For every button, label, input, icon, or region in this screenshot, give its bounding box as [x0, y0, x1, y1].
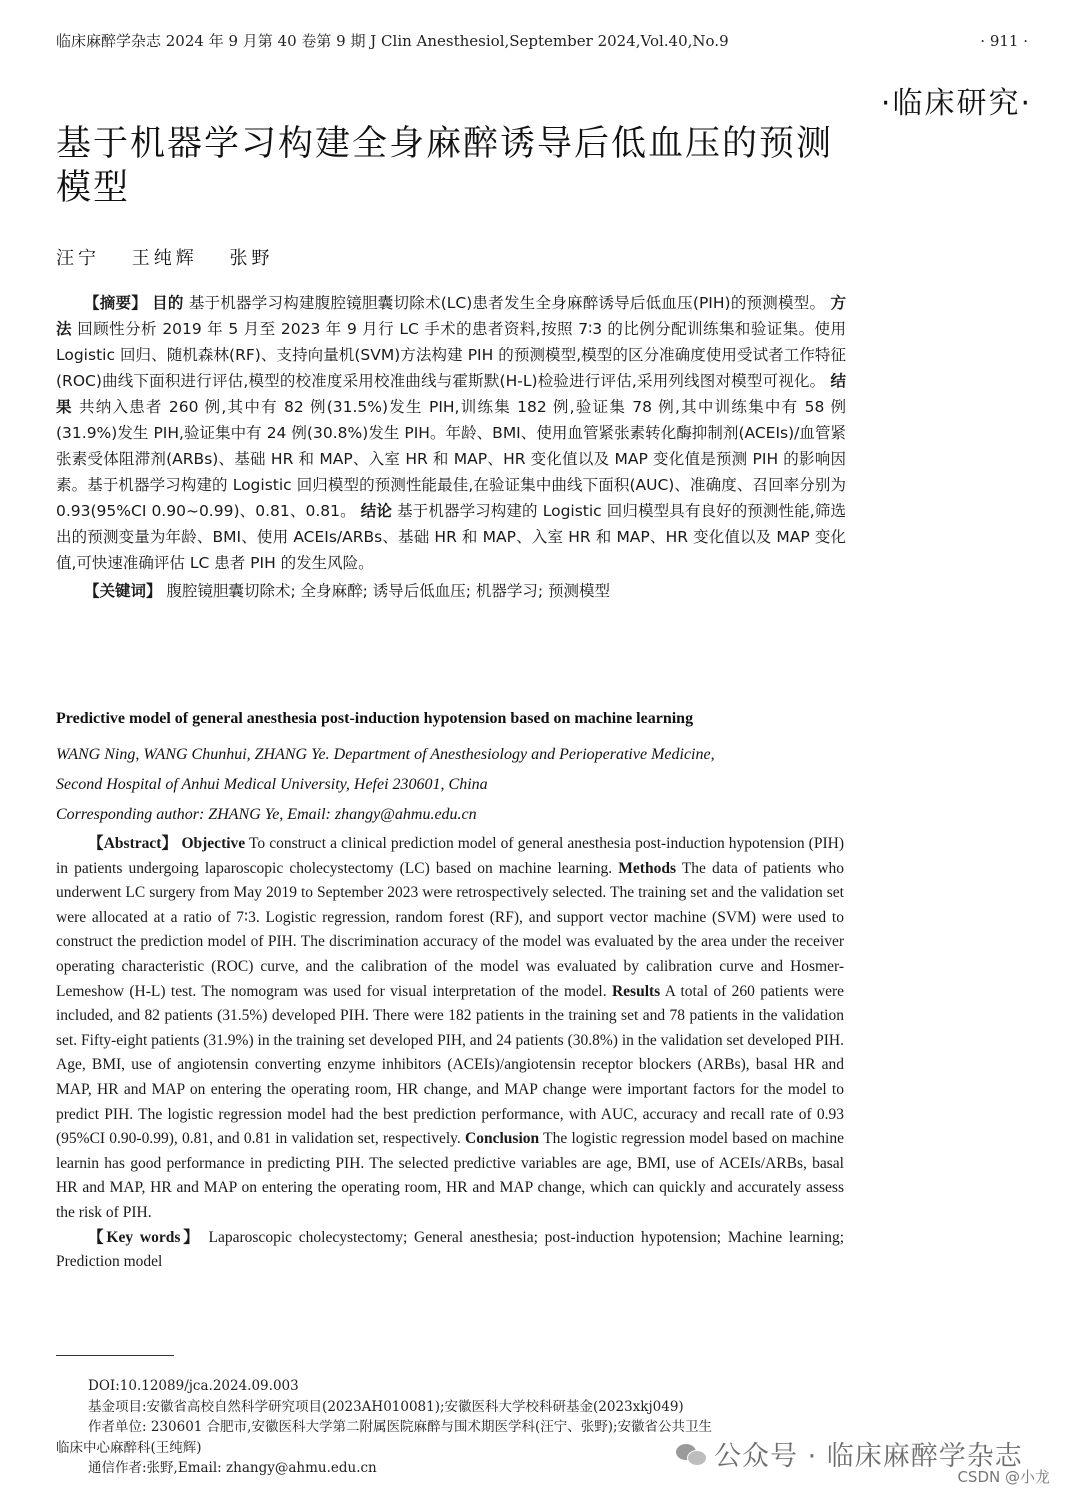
conclusion-en-text: The logistic regression model based on machine learnin has good performance in predicting PIH. The selected predictive variables are age, BMI, use of ACEIs/ARBs, basal HR and MAP, HR and MAP on entering the operating room, HR and MAP change, which can quickly and accurately assess the risk of PIH.: [56, 1130, 844, 1221]
corresponding-author-en: Corresponding author: ZHANG Ye, Email: zhangy@ahmu.edu.cn: [56, 806, 477, 823]
keywords-zh: [56, 578, 846, 604]
keywords-en: [56, 1226, 844, 1275]
methods-zh-text: 回顾性分析 2019 年 5 月至 2023 年 9 月行 LC 手术的患者资料,按照 7∶3 的比例分配训练集和验证集。使用 Logistic 回归、随机森林(RF)、支持向量机(SVM)方法构建 PIH 的预测模型,模型的区分准确度使用受试者工作特征(ROC)曲线下面积进行评估,模型的校准度采用校准曲线与霍斯默(H-L)检验进行评估,采用列线图对模型可视化。: [56, 320, 846, 390]
methods-zh-label: 方法: [56, 294, 846, 338]
wechat-icon: [676, 1442, 706, 1466]
abstract-zh: [56, 290, 846, 604]
abstract-zh-label: 【摘要】: [84, 294, 147, 312]
author-name: 王纯辉: [131, 248, 198, 269]
correspondence: 通信作者:张野,Email: zhangy@ahmu.edu.cn: [88, 1460, 377, 1476]
keywords-en-label: 【Key words】: [88, 1228, 202, 1246]
results-en-text: A total of 260 patients were included, and 82 patients (31.5%) developed PIH. There were 182 patients in the training set and 78 patients in the validation set. Fifty-eight patients (31.9%) in the training set developed PIH, and 24 patients (30.8%) in the validation set developed PIH. Age, BMI, use of angiotensin converting enzyme inhibitors (ACEIs)/angiotensin receptor blockers (ARBs), basal HR and MAP, HR and MAP on entering the operating room, HR change, and MAP change were important factors for the model to predict PIH. The logistic regression model had the best prediction performance, with AUC, accuracy and recall rate of 0.93 (95%CI 0.90-0.99), 0.81, and 0.81 in validation set, respectively.: [56, 982, 844, 1148]
abstract-zh-body: [56, 290, 846, 576]
authors-zh: [56, 244, 295, 270]
objective-en-text: To construct a clinical prediction model of general anesthesia post-induction hypotension (PIH) in patients undergoing laparoscopic cholecystectomy (LC) based on machine learning.: [56, 835, 844, 877]
title-line-1: 基于机器学习构建全身麻醉诱导后低血压的预测: [56, 124, 834, 164]
keywords-zh-text: 腹腔镜胆囊切除术; 全身麻醉; 诱导后低血压; 机器学习; 预测模型: [166, 582, 611, 600]
methods-en-label: Methods: [618, 859, 676, 877]
results-zh-text: 共纳入患者 260 例,其中有 82 例(31.5%)发生 PIH,训练集 182 例,验证集 78 例,其中训练集中有 58 例(31.9%)发生 PIH,验证集中有 24 例(30.8%)发生 PIH。年龄、BMI、使用血管紧张素转化酶抑制剂(ACEIs)/血管紧张素受体阻滞剂(ARBs)、基础 HR 和 MAP、入室 HR 和 MAP、HR 变化值以及 MAP 变化值是预测 PIH 的影响因素。基于机器学习构建的 Logistic 回归模型的预测性能最佳,在验证集中曲线下面积(AUC)、准确度、召回率分别为 0.93(95%CI 0.90~0.99)、0.81、0.81。: [56, 398, 846, 520]
keywords-zh-label: 【关键词】: [84, 582, 162, 600]
affiliation: 作者单位: 230601 合肥市,安徽医科大学第二附属医院麻醉与围术期医学科(汪宁、张野);安徽省公共卫生: [88, 1419, 713, 1435]
abstract-en: [56, 832, 844, 1275]
footnote-divider: [56, 1355, 174, 1356]
objective-zh-label: 目的: [152, 294, 184, 312]
csdn-watermark: CSDN @小龙: [957, 1468, 1050, 1486]
article-title-en: Predictive model of general anesthesia post-induction hypotension based on machine learning: [56, 710, 694, 727]
results-zh-label: 结果: [56, 372, 846, 416]
journal-citation: 临床麻醉学杂志 2024 年 9 月第 40 卷第 9 期 J Clin Anesthesiol,September 2024,Vol.40,No.9: [56, 32, 729, 50]
title-line-2: 模型: [56, 168, 131, 208]
authors-en-line-2: Second Hospital of Anhui Medical University, Hefei 230601, China: [56, 776, 488, 793]
abstract-en-label: 【Abstract】: [88, 835, 178, 852]
conclusion-en-label: Conclusion: [465, 1130, 540, 1148]
conclusion-zh-text: 基于机器学习构建的 Logistic 回归模型具有良好的预测性能,筛选出的预测变量为年龄、BMI、使用 ACEIs/ARBs、基础 HR 和 MAP、入室 HR 和 MAP、HR 变化值以及 MAP 变化值,可快速准确评估 LC 患者 PIH 的发生风险。: [56, 502, 846, 572]
affiliation-continued: 临床中心麻醉科(王纯辉): [56, 1439, 202, 1456]
objective-zh-text: 基于机器学习构建腹腔镜胆囊切除术(LC)患者发生全身麻醉诱导后低血压(PIH)的预测模型。: [188, 294, 826, 312]
keywords-en-text: Laparoscopic cholecystectomy; General anesthesia; post-induction hypotension; Machine learning; Prediction model: [56, 1228, 845, 1271]
authors-en-line-1: WANG Ning, WANG Chunhui, ZHANG Ye. Department of Anesthesiology and Perioperative Medicine,: [56, 746, 715, 763]
page-number: · 911 ·: [980, 32, 1028, 50]
abstract-en-body: [56, 832, 844, 1226]
conclusion-zh-label: 结论: [360, 502, 393, 520]
results-en-label: Results: [611, 982, 661, 1000]
section-label: ·临床研究·: [880, 86, 1032, 121]
article-title-zh: [56, 122, 866, 210]
objective-en-label: Objective: [181, 835, 246, 852]
authors-en: [56, 740, 846, 830]
author-name: 张野: [229, 248, 274, 269]
watermark-text: 公众号 · 临床麻醉学杂志: [714, 1441, 1023, 1472]
author-name: 汪宁: [56, 248, 100, 269]
methods-en-text: The data of patients who underwent LC surgery from May 2019 to September 2023 were retrospectively selected. The training set and the validation set were allocated at a ratio of 7∶3. Logistic regression, random forest (RF), and support vector machine (SVM) were used to construct the prediction model of PIH. The discrimination accuracy of the model was evaluated by the area under the receiver operating characteristic (ROC) curve, and the calibration of the model was evaluated by calibration curve and Hosmer-Lemeshow (H-L) test. The nomogram was used for visual interpretation of the model.: [56, 859, 845, 1000]
funding: 基金项目:安徽省高校自然科学研究项目(2023AH010081);安徽医科大学校科研基金(2023xkj049): [88, 1398, 684, 1415]
doi: DOI:10.12089/jca.2024.09.003: [88, 1378, 299, 1394]
